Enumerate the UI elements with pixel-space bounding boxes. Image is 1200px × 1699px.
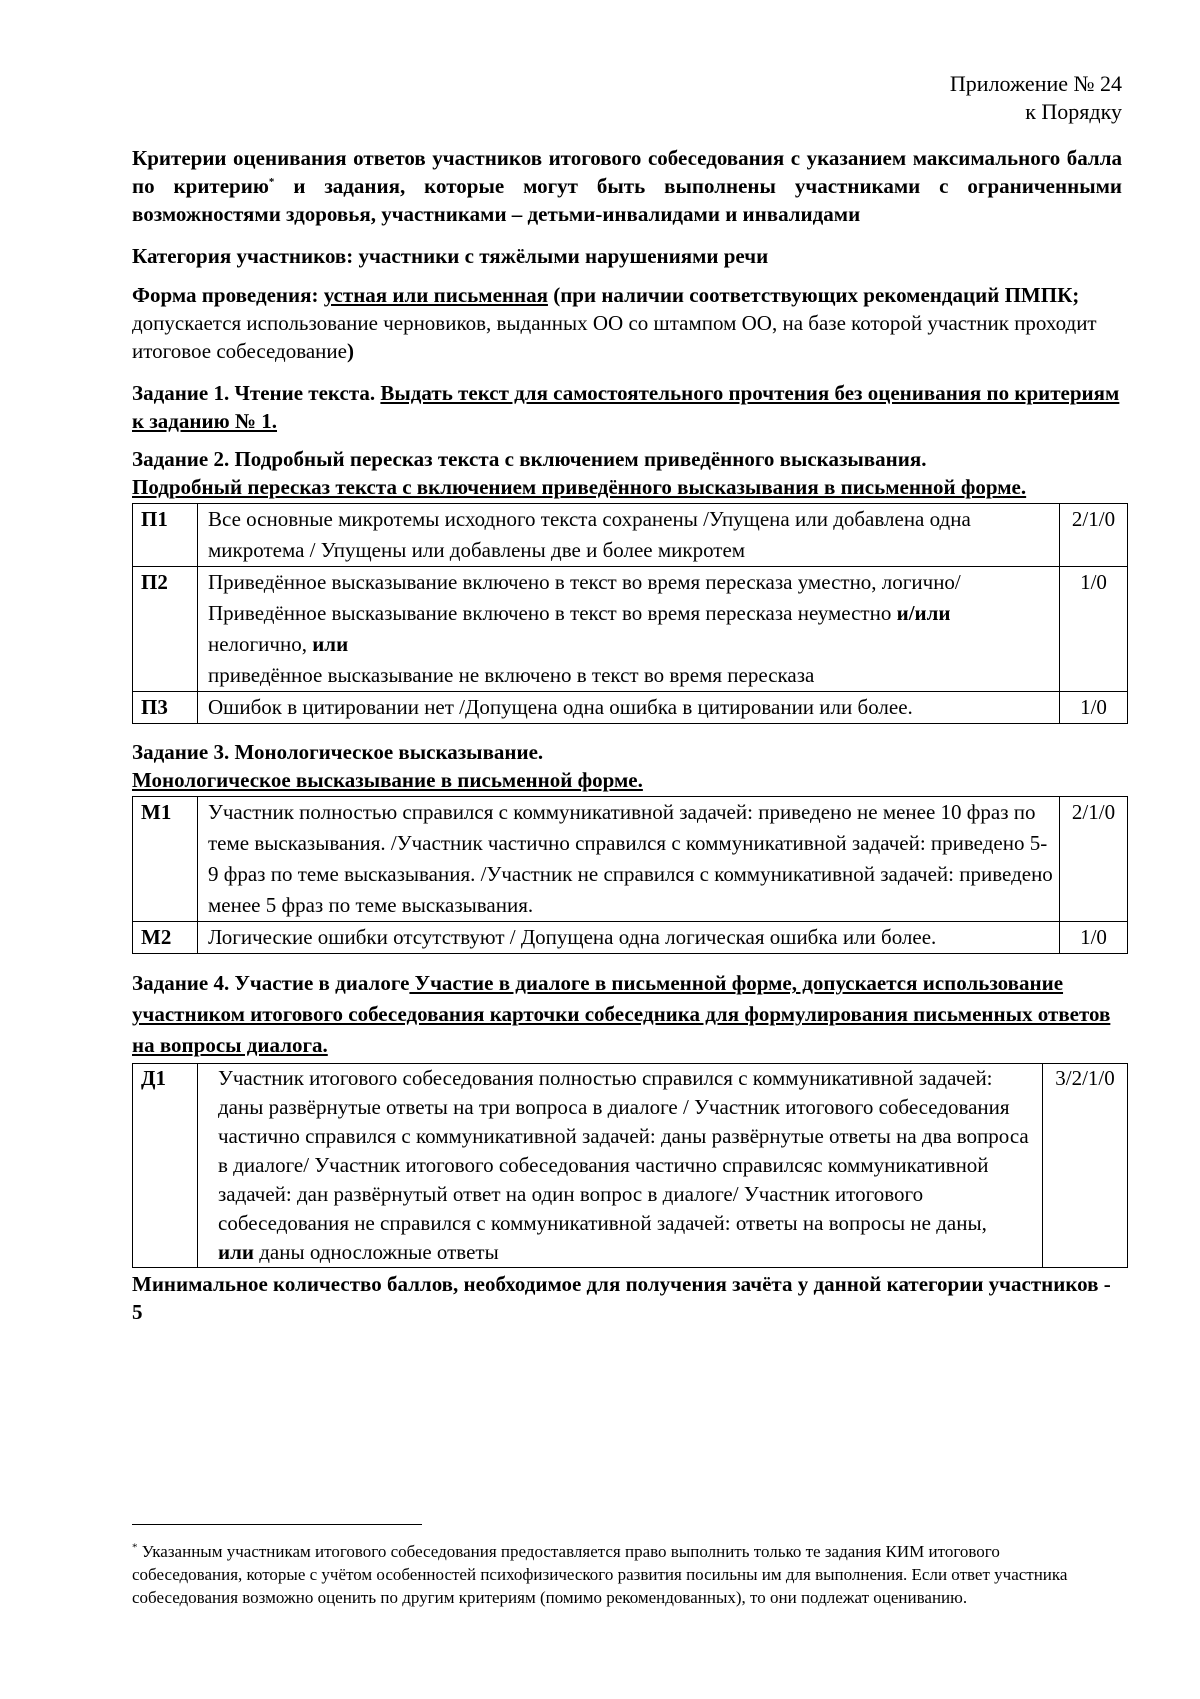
- task2-heading: [132, 445, 1122, 501]
- participant-category: Категория участников: участники с тяжёлыми нарушениями речи: [132, 244, 769, 268]
- task4-criteria-table: [132, 1063, 1128, 1268]
- footnote-text: Указанным участникам итогового собеседования предоставляется право выполнить только те задания КИМ итогового собеседования, которые с учётом особенностей психофизического развития посильны им для выполнения. Если ответ участника собеседования возможно оценить по другим критериям (помимо рекомендованных), то они подлежат оцениванию.: [132, 1542, 1068, 1607]
- footnote-separator: [132, 1524, 422, 1525]
- footnote: [132, 1540, 1102, 1609]
- footnote-mark: *: [132, 1541, 138, 1554]
- task4-heading: [132, 968, 1122, 1061]
- table-row: [133, 692, 1128, 724]
- criterion-score: 1/0: [1060, 692, 1128, 724]
- table-row: [133, 922, 1128, 954]
- criterion-code: Д1: [133, 1064, 198, 1268]
- form-close: ): [346, 339, 354, 363]
- task3-heading: [132, 738, 1122, 794]
- criterion-score: 2/1/0: [1060, 797, 1128, 922]
- or-emphasis: или: [312, 632, 349, 656]
- criterion-code: М2: [133, 922, 198, 954]
- task1-heading: [132, 379, 1122, 435]
- task1-title: Задание 1. Чтение текста.: [132, 381, 381, 405]
- minimum-score-note: Минимальное количество баллов, необходимое для получения зачёта у данной категории участников - 5: [132, 1272, 1111, 1324]
- criterion-text-part2: нелогично,: [208, 632, 313, 656]
- criterion-text: [198, 1064, 1043, 1268]
- table-row: [133, 1064, 1128, 1268]
- task3-title: Задание 3. Монологическое высказывание.: [132, 740, 544, 764]
- task3-criteria-table: [132, 796, 1128, 954]
- criterion-text-part1: Приведённое высказывание включено в текст во время пересказа уместно, логично/ Приведённое высказывание включено в текст во время пересказа неуместно: [208, 570, 961, 625]
- document-title: [132, 144, 1122, 228]
- exam-form: [132, 281, 1122, 365]
- criterion-score: 2/1/0: [1060, 504, 1128, 567]
- task1-note: Выдать текст для самостоятельного прочтения без оценивания по критериям к заданию № 1.: [132, 381, 1120, 433]
- task2-criteria-table: [132, 503, 1128, 724]
- table-row: [133, 504, 1128, 567]
- criterion-code: П2: [133, 567, 198, 692]
- or-emphasis: или: [218, 1240, 254, 1264]
- criterion-score: 1/0: [1060, 922, 1128, 954]
- form-pmpk: (при наличии соответствующих рекомендаций ПМПК;: [547, 283, 1080, 307]
- form-label: Форма проведения:: [132, 283, 324, 307]
- criterion-code: П3: [133, 692, 198, 724]
- task3-note: Монологическое высказывание в письменной форме.: [132, 768, 643, 792]
- task4-title: Задание 4. Участие в диалоге: [132, 971, 410, 995]
- criterion-text: Ошибок в цитировании нет /Допущена одна ошибка в цитировании или более.: [198, 692, 1060, 724]
- task4-note: Участие в диалоге в письменной форме, допускается использование участником итогового собеседования карточки собеседника для формулирования письменных ответов на вопросы диалога.: [132, 971, 1111, 1057]
- criterion-text: Логические ошибки отсутствуют / Допущена одна логическая ошибка или более.: [198, 922, 1060, 954]
- criterion-score: 3/2/1/0: [1043, 1064, 1128, 1268]
- document-page: [132, 70, 1122, 1326]
- criterion-code: П1: [133, 504, 198, 567]
- criterion-text-main: Участник итогового собеседования полностью справился с коммуникативной задачей: даны развёрнутые ответы на три вопроса в диалоге / Участник итогового собеседования частично справился с коммуникативной задачей: даны развёрнутые ответы на два вопроса в диалоге/ Участник итогового собеседования частично справилсяс коммуникативной задачей: дан развёрнутый ответ на один вопрос в диалоге/ Участник итогового собеседования не справился с коммуникативной задачей: ответы на вопросы не даны,: [218, 1066, 1029, 1235]
- criterion-text-tail: даны односложные ответы: [253, 1240, 499, 1264]
- task2-title: Задание 2. Подробный пересказ текста с включением приведённого высказывания.: [132, 447, 927, 471]
- task2-note: Подробный пересказ текста с включением приведённого высказывания в письменной форме.: [132, 475, 1027, 499]
- and-or-emphasis: и/или: [896, 601, 951, 625]
- table-row: [133, 567, 1128, 692]
- footnote-mark: *: [268, 176, 275, 188]
- annex-header: [132, 70, 1122, 126]
- annex-to-order: к Порядку: [1025, 99, 1122, 124]
- criterion-text: Все основные микротемы исходного текста сохранены /Упущена или добавлена одна микротема / Упущены или добавлены две и более микротем: [198, 504, 1060, 567]
- criterion-code: М1: [133, 797, 198, 922]
- title-text: Критерии оценивания ответов участников итогового собеседования с указанием максимального балла по критерию: [132, 146, 1122, 198]
- title-rest: и задания, которые могут быть выполнены участниками с ограниченными возможностями здоровья, участниками – детьми-инвалидами и инвалидами: [132, 174, 1122, 226]
- annex-number: Приложение № 24: [949, 71, 1122, 96]
- criterion-text: [198, 567, 1060, 692]
- criterion-text: Участник полностью справился с коммуникативной задачей: приведено не менее 10 фраз по теме высказывания. /Участник частично справился с коммуникативной задачей: приведено 5-9 фраз по теме высказывания. /Участник не справился с коммуникативной задачей: приведено менее 5 фраз по теме высказывания.: [198, 797, 1060, 922]
- criterion-score: 1/0: [1060, 567, 1128, 692]
- criterion-text-part3: приведённое высказывание не включено в текст во время пересказа: [208, 663, 815, 687]
- form-type: устная или письменная: [323, 283, 548, 307]
- table-row: [133, 797, 1128, 922]
- form-drafts: допускается использование черновиков, выданных ОО со штампом ОО, на базе которой участник проходит итоговое собеседование: [132, 311, 1097, 363]
